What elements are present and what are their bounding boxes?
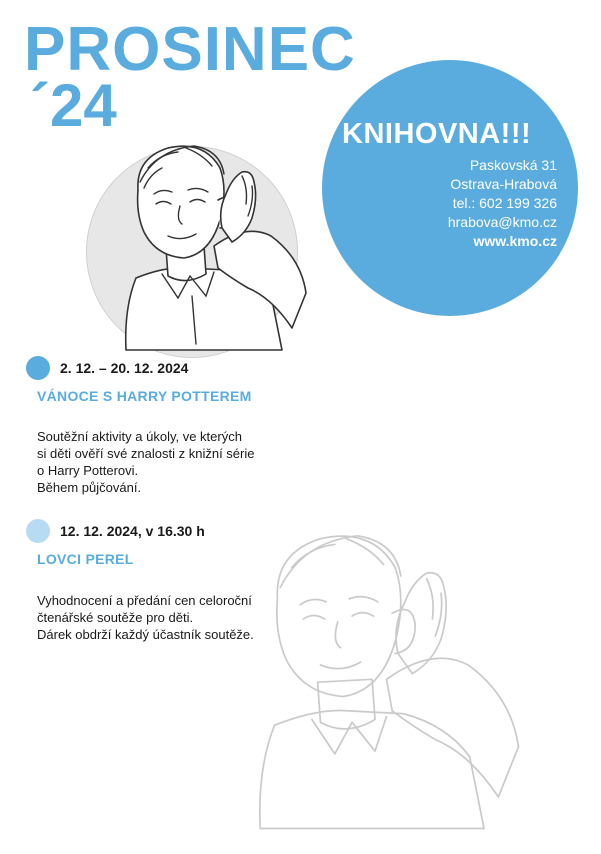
library-phone: tel.: 602 199 326 bbox=[452, 195, 557, 211]
event-1-date: 2. 12. – 20. 12. 2024 bbox=[60, 360, 189, 376]
library-website: www.kmo.cz bbox=[473, 233, 557, 249]
event-1-dot bbox=[26, 356, 50, 380]
library-city: Ostrava-Hrabová bbox=[450, 176, 557, 192]
event-1-description bbox=[37, 428, 254, 496]
event-2-description bbox=[37, 592, 254, 643]
event-1-line-3: o Harry Potterovi. bbox=[37, 463, 139, 478]
event-2-dot bbox=[26, 519, 50, 543]
library-title: KNIHOVNA!!! bbox=[342, 118, 532, 150]
event-2-line-2: čtenářské soutěže pro děti. bbox=[37, 610, 194, 625]
listening-boy-watermark bbox=[210, 510, 540, 840]
year-title: ´24 bbox=[30, 72, 117, 139]
event-1-line-2: si děti ověří své znalosti z knižní série bbox=[37, 446, 255, 461]
listening-boy-illustration bbox=[96, 128, 316, 358]
event-2-line-3: Dárek obdrží každý účastník soutěže. bbox=[37, 627, 254, 642]
month-title: PROSINEC bbox=[24, 15, 356, 84]
event-1-title: VÁNOCE S HARRY POTTEREM bbox=[37, 388, 252, 404]
library-street: Paskovská 31 bbox=[469, 157, 557, 173]
event-2-line-1: Vyhodnocení a předání cen celoroční bbox=[37, 593, 252, 608]
event-1-line-4: Během půjčování. bbox=[37, 480, 142, 495]
event-2-date: 12. 12. 2024, v 16.30 h bbox=[60, 523, 205, 539]
event-1-line-1: Soutěžní aktivity a úkoly, ve kterých bbox=[37, 429, 242, 444]
event-2-title: LOVCI PEREL bbox=[37, 551, 134, 567]
library-email: hrabova@kmo.cz bbox=[447, 214, 557, 230]
